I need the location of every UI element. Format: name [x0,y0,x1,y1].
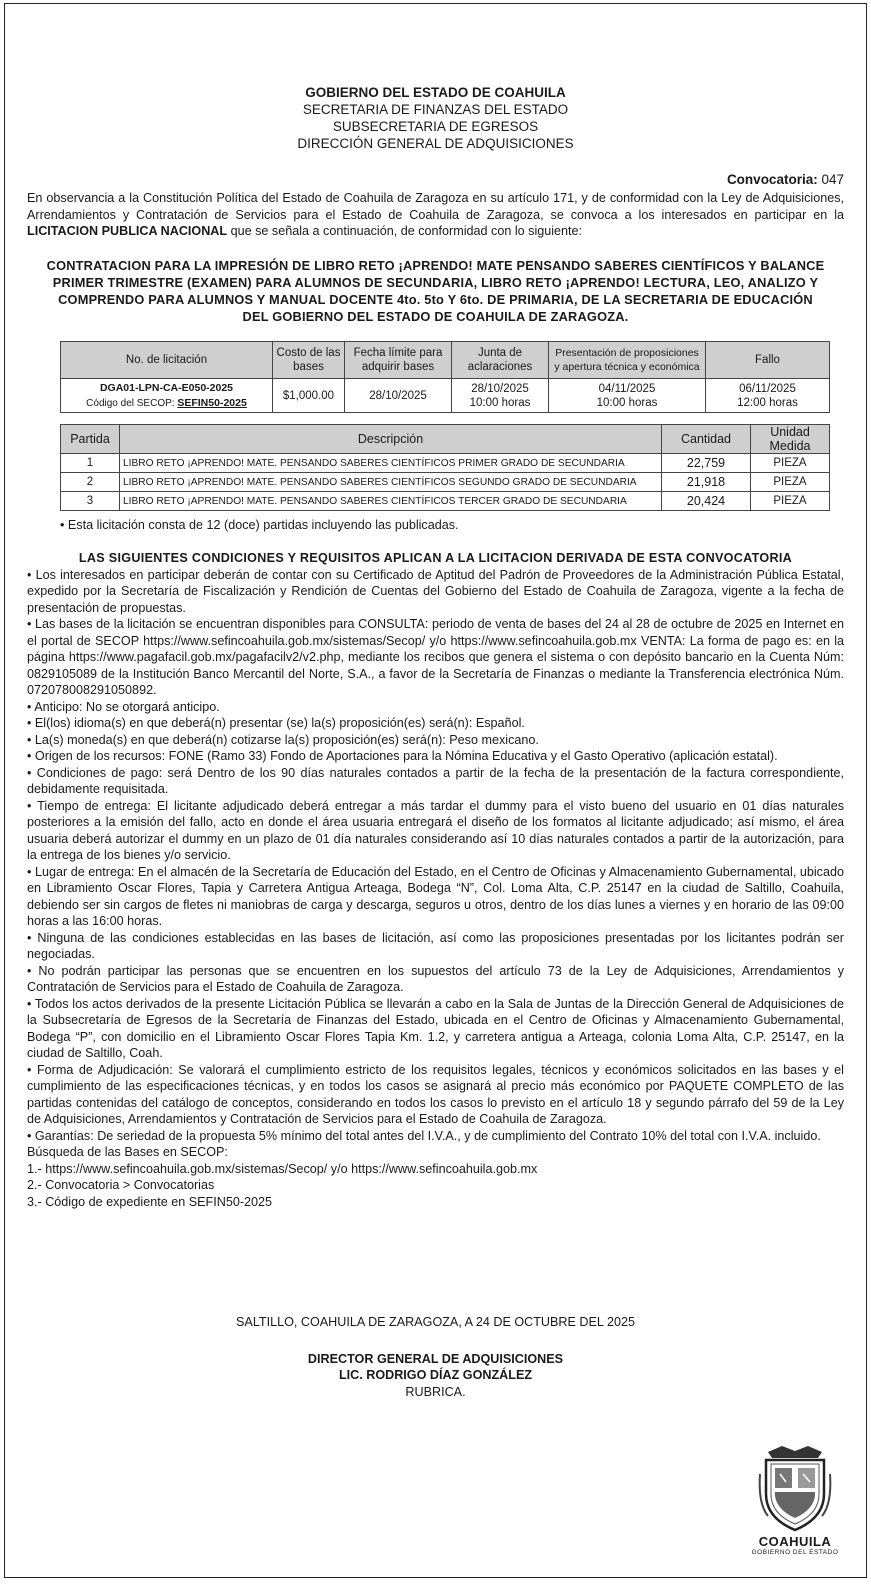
unidad-cell: PIEZA [751,454,830,473]
cell-costo: $1,000.00 [273,379,345,413]
condition-item: • Garantías: De seriedad de la propuesta 5% mínimo del total antes del I.V.A., y de cumplimiento del Contrato 10% del total con I.V.A. incluido. [27,1128,821,1143]
intro-text-end: que se señala a continuación, de conformidad con lo siguiente: [227,224,583,239]
bid-table-row [61,379,830,413]
table-row [61,492,830,511]
cantidad-cell: 21,918 [662,473,751,492]
presentacion-fecha: 04/11/2025 [598,382,656,395]
logo-name: COAHUILA [758,1534,832,1549]
header-fecha-limite: Fecha límite para adquirir bases [345,342,452,379]
cantidad-cell: 22,759 [662,454,751,473]
header-licitacion: No. de licitación [61,342,273,379]
search-step: 2.- Convocatoria > Convocatorias [27,1178,215,1192]
condition-item: • Anticipo: No se otorgará anticipo. [27,699,220,714]
unidad-cell: PIEZA [751,492,830,511]
convocatoria-value: 047 [821,172,844,187]
search-step: 3.- Código de expediente en SEFIN50-2025 [27,1194,273,1209]
signer-name: LIC. RODRIGO DÍAZ GONZÁLEZ [338,1368,533,1382]
government-title: GOBIERNO DEL ESTADO DE COAHUILA [305,85,566,100]
junta-hora: 10:00 horas [469,396,531,409]
header-unidad: Unidad Medida [751,425,830,454]
cell-fecha-limite: 28/10/2025 [345,379,452,413]
rubrica: RUBRICA. [405,1384,466,1399]
search-step: 1.- https://www.sefincoahuila.gob.mx/sistemas/Secop/ y/o https://www.sefincoahuila.gob.mx [27,1161,538,1176]
convocatoria-label: Convocatoria: [726,172,818,187]
search-title: Búsqueda de las Bases en SECOP: [27,1145,228,1159]
signer-title: DIRECTOR GENERAL DE ADQUISICIONES [307,1351,564,1366]
presentacion-hora: 10:00 horas [596,396,658,409]
condition-item: • La(s) moneda(s) en que deberá(n) cotizarse la(s) proposición(es) será(n): Peso mexicano. [27,732,539,747]
fallo-hora: 12:00 horas [737,396,798,409]
contract-object: CONTRATACION PARA LA IMPRESIÓN DE LIBRO RETO ¡APRENDO! MATE PENSANDO SABERES CIENTÍFICOS Y BALANCE PRIMER TRIMESTRE (EXAMEN) PARA ALUMNOS DE SECUNDARIA, LIBRO RETO ¡APRENDO! LECTURA, LEO, ANALIZO Y COMPRENDO PARA ALUMNOS Y MANUAL DOCENTE 4to. 5to Y 6to. DE PRIMARIA, DE LA SECRETARIA DE EDUCACIÓN DEL GOBIERNO DEL ESTADO DE COAHUILA DE ZARAGOZA. [46,258,825,324]
unidad-cell: PIEZA [751,473,830,492]
table-row [61,454,830,473]
items-table [60,424,830,511]
cantidad-cell: 20,424 [662,492,751,511]
secretaria-line: SECRETARIA DE FINANZAS DEL ESTADO [302,102,569,117]
subsecretaria-line: SUBSECRETARIA DE EGRESOS [332,119,539,134]
intro-bold: LICITACION PUBLICA NACIONAL [27,224,228,239]
licitacion-number: DGA01-LPN-CA-E050-2025 [99,381,234,394]
intro-text: En observancia a la Constitución Política del Estado de Coahuila de Zaragoza en su artículo 171, y de conformidad con la Ley de Adquisiciones, Arrendamientos y Contratación de Servicios para el Estado de Coahuila de Zaragoza, se convoca a los interesados en participar en la [27,191,844,222]
condition-item: • El(los) idioma(s) en que deberá(n) presentar (se) la(s) proposición(es) será(n): Español. [27,716,525,730]
cell-fallo [706,379,830,413]
cell-junta [452,379,549,413]
partida-cell: 3 [61,492,120,511]
descripcion-cell: LIBRO RETO ¡APRENDO! MATE. PENSANDO SABERES CIENTÍFICOS TERCER GRADO DE SECUNDARIA [120,492,662,511]
coahuila-logo [745,1444,845,1569]
descripcion-cell: LIBRO RETO ¡APRENDO! MATE. PENSANDO SABERES CIENTÍFICOS SEGUNDO GRADO DE SECUNDARIA [120,473,662,492]
header [5,84,866,152]
bid-info-table [60,341,830,413]
condition-item: • Condiciones de pago: será Dentro de los 90 días naturales contados a partir de la fecha de la presentación de la factura correspondiente, debidamente requisitada. [27,765,844,796]
partida-cell: 2 [61,473,120,492]
condition-item: • Los interesados en participar deberán de contar con su Certificado de Aptitud del Padrón de Proveedores de la Administración Pública Estatal, expedido por la Secretaría de Fiscalización y Rendición de Cuentas del Gobierno del Estado de Coahuila de Zaragoza, vigente a la fecha de presentación de propuestas. [27,567,844,615]
conditions-section [27,550,844,1210]
secop-label: Código del SECOP: [86,397,175,409]
secop-code: SEFIN50-2025 [177,396,247,409]
partidas-note: • Esta licitación consta de 12 (doce) partidas incluyendo las publicadas. [60,518,459,532]
header-cantidad: Cantidad [662,425,751,454]
direccion-line: DIRECCIÓN GENERAL DE ADQUISICIONES [297,136,574,151]
items-table-header [61,425,830,454]
descripcion-cell: LIBRO RETO ¡APRENDO! MATE. PENSANDO SABERES CIENTÍFICOS PRIMER GRADO DE SECUNDARIA [120,454,662,473]
condition-item: • Forma de Adjudicación: Se valorará el cumplimiento estricto de los requisitos legales, técnicos y económicos solicitados en las bases y el cumplimiento de las especificaciones técnicas, y en todos los casos se asignará al precio más económico por PAQUETE COMPLETO de las partidas contenidas del catálogo de conceptos, considerando en todos los casos lo previsto en el artículo 18 y segundo párrafo del 59 de la Ley de Adquisiciones, Arrendamientos y Contratación de Servicios para el Estado de Coahuila de Zaragoza. [27,1062,844,1126]
coat-of-arms-icon [758,1444,832,1532]
fallo-fecha: 06/11/2025 [739,382,796,395]
header-partida: Partida [61,425,120,454]
document-page [4,3,867,1578]
cell-licitacion [61,379,273,413]
header-fallo: Fallo [706,342,830,379]
condition-item: • Tiempo de entrega: El licitante adjudicado deberá entregar a más tardar el dummy para el visto bueno del usuario en 01 días naturales posteriores a la emisión del fallo, acto en donde el área usuaria entregará el diseño de los formatos al licitante adjudicado; así mismo, el área usuaria deberá autorizar el dummy en un plazo de 01 día naturales considerando así 10 días naturales contados a partir de la autorización, para la entrega de los bienes y/o servicio. [27,798,844,862]
condition-item: • Lugar de entrega: En el almacén de la Secretaría de Educación del Estado, en el Centro de Oficinas y Almacenamiento Gubernamental, ubicado en Libramiento Oscar Flores, Tapia y Carretera Antigua Arteaga, Bodega “N”, Col. Loma Alta, C.P. 25147 en la ciudad de Saltillo, Coahuila, debiendo ser sin cargos de fletes ni maniobras de carga y descarga, seguros u otros, dentro de los días lunes a viernes y en horario de las 09:00 horas a las 16:00 horas. [27,864,844,928]
convocatoria-number [727,172,844,187]
header-junta: Junta de aclaraciones [452,342,549,379]
place-date: SALTILLO, COAHUILA DE ZARAGOZA, A 24 DE OCTUBRE DEL 2025 [236,1315,635,1329]
condition-item: • Origen de los recursos: FONE (Ramo 33) Fondo de Aportaciones para la Nómina Educativa y el Gasto Operativo (aplicación estatal). [27,749,778,763]
bid-table-header [61,342,830,379]
header-presentacion: Presentación de proposiciones y apertura técnica y económica [549,342,706,379]
logo-subtitle: GOBIERNO DEL ESTADO [751,1549,839,1556]
condition-item: • No podrán participar las personas que se encuentren en los supuestos del artículo 73 de la Ley de Adquisiciones, Arrendamientos y Contratación de Servicios para el Estado de Coahuila de Zaragoza. [27,963,844,994]
condition-item: • Todos los actos derivados de la presente Licitación Pública se llevarán a cabo en la Sala de Juntas de la Dirección General de Adquisiciones de la Subsecretaría de Egresos de la Secretaría de Finanzas del Estado, ubicada en el Centro de Oficinas y Almacenamiento Gubernamental, Bodega “P”, con domicilio en el Libramiento Oscar Flores Tapia Km. 1.2, y carretera antigua a Arteaga, colonia Loma Alta, C.P. 25147, en la ciudad de Saltillo, Coah. [27,996,844,1060]
partida-cell: 1 [61,454,120,473]
condition-item: • Las bases de la licitación se encuentran disponibles para CONSULTA: periodo de venta de bases del 24 al 28 de octubre de 2025 en Internet en el portal de SECOP https://www.sefincoahuila.gob.mx/sistemas/Secop/ y/o https://www.sefincoahuila.gob.mx VENTA: La forma de pago es: en la página https://www.pagafacil.gob.mx/pagafacilv2/v2.php, mediante los recibos que genera el sistema o con depósito bancario en la Cuenta Núm: 0829105089 de la Institución Banco Mercantil del Norte, S.A., a favor de la Secretaría de Finanzas o mediante la Transferencia electrónica Núm. 072078008291050892. [27,617,844,697]
header-costo: Costo de las bases [273,342,345,379]
header-descripcion: Descripción [120,425,662,454]
table-row [61,473,830,492]
junta-fecha: 28/10/2025 [471,382,529,395]
conditions-title: LAS SIGUIENTES CONDICIONES Y REQUISITOS APLICAN A LA LICITACION DERIVADA DE ESTA CONVOCATORIA [78,551,793,565]
cell-presentacion [549,379,706,413]
intro-paragraph [27,190,844,240]
condition-item: • Ninguna de las condiciones establecidas en las bases de licitación, así como las proposiciones presentadas por los licitantes podrán ser negociadas. [27,930,844,961]
signature-block [5,1314,866,1400]
